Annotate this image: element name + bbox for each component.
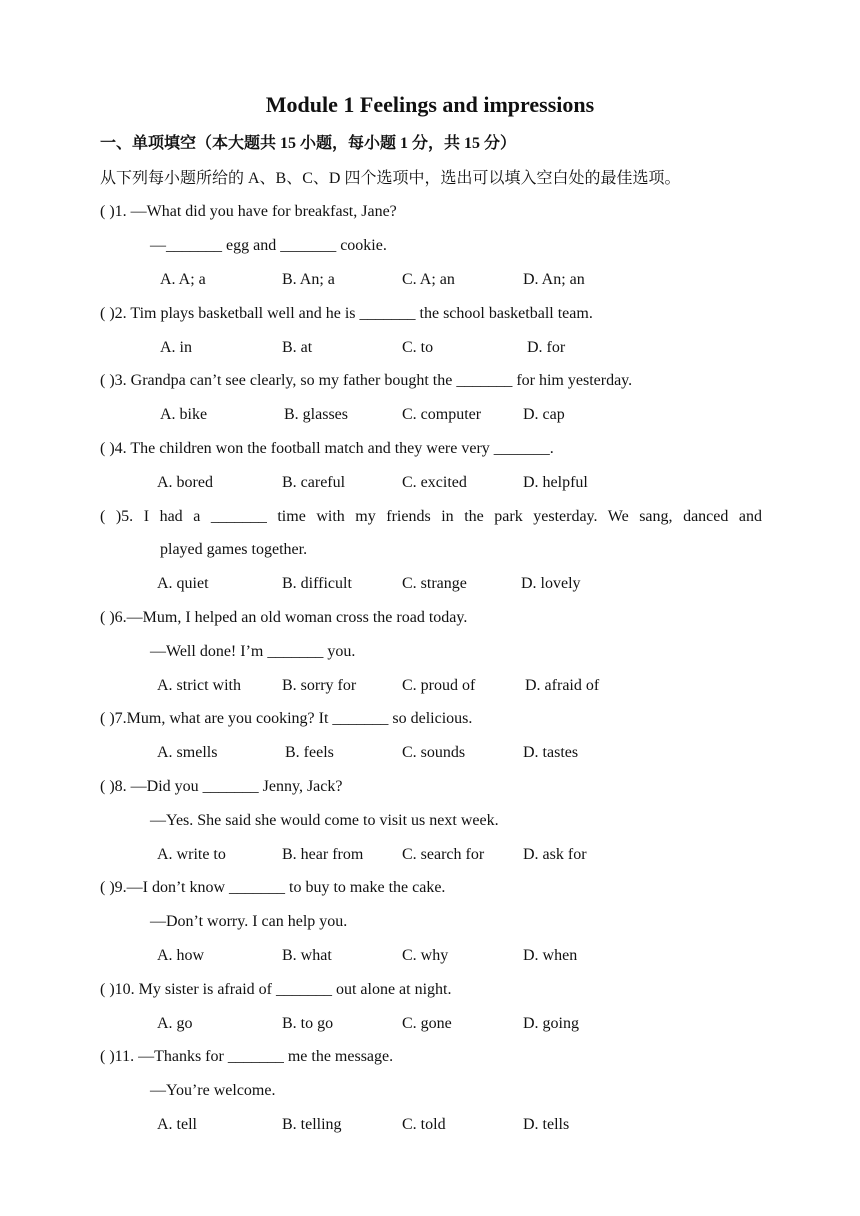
question-8-reply: —Yes. She said she would come to visit us next week. [150, 812, 499, 829]
option-c: C. strange [402, 575, 467, 592]
question-1-reply: —_______ egg and _______ cookie. [150, 237, 387, 254]
option-a: A. quiet [157, 575, 209, 592]
question-11-reply: —You’re welcome. [150, 1082, 276, 1099]
option-c: C. computer [402, 406, 482, 423]
page-title: Module 1 Feelings and impressions [265, 92, 595, 117]
question-7-stem: ( )7.Mum, what are you cooking? It _______ so delicious. [100, 710, 473, 727]
option-c: C. to [402, 339, 434, 356]
option-d: D. for [527, 339, 566, 356]
section-heading: 一、单项填空（本大题共 15 小题，每小题 1 分，共 15 分） [100, 135, 517, 152]
option-a: A. go [157, 1015, 193, 1032]
option-b: B. difficult [282, 575, 352, 592]
option-b: B. at [282, 339, 313, 356]
option-c: C. told [402, 1116, 446, 1133]
question-7-options [0, 742, 860, 764]
option-a: A. how [157, 947, 205, 964]
option-c: C. excited [402, 474, 467, 491]
option-b: B. feels [285, 744, 334, 761]
question-8-options [0, 844, 860, 866]
option-c: C. why [402, 947, 449, 964]
option-c: C. proud of [402, 677, 476, 694]
option-a: A. smells [157, 744, 218, 761]
question-9-stem: ( )9.—I don’t know _______ to buy to make the cake. [100, 879, 446, 896]
question-9-options [0, 945, 860, 967]
question-2-stem: ( )2. Tim plays basketball well and he is _______ the school basketball team. [100, 305, 593, 322]
question-4-stem: ( )4. The children won the football match and they were very _______. [100, 440, 554, 457]
option-d: D. going [523, 1015, 579, 1032]
question-11-options [0, 1114, 860, 1136]
option-d: D. tastes [523, 744, 579, 761]
option-b: B. An; a [282, 271, 335, 288]
option-a: A. strict with [157, 677, 241, 694]
option-b: B. careful [282, 474, 346, 491]
option-a: A. write to [157, 846, 226, 863]
question-6-reply: —Well done! I’m _______ you. [150, 643, 356, 660]
question-11-stem: ( )11. —Thanks for _______ me the message. [100, 1048, 394, 1065]
option-c: C. gone [402, 1015, 452, 1032]
option-b: B. glasses [284, 406, 348, 423]
question-5-options [0, 573, 860, 595]
option-b: B. to go [282, 1015, 334, 1032]
option-a: A. bored [157, 474, 213, 491]
question-5 [100, 506, 762, 558]
option-b: B. hear from [282, 846, 364, 863]
question-3-options [0, 404, 860, 426]
question-3-stem: ( )3. Grandpa can’t see clearly, so my father bought the _______ for him yesterday. [100, 372, 633, 389]
option-d: D. cap [523, 406, 565, 423]
question-10-options [0, 1013, 860, 1035]
question-5-stem: ( )5. I had a _______ time with my friends in the park yesterday. We sang, danced and [100, 508, 762, 525]
option-a: A. tell [157, 1116, 197, 1133]
question-1-options [0, 269, 860, 291]
question-2-options [0, 337, 860, 359]
option-d: D. An; an [523, 271, 585, 288]
option-d: D. afraid of [525, 677, 600, 694]
instruction-text: 从下列每小题所给的 A、B、C、D 四个选项中，选出可以填入空白处的最佳选项。 [100, 170, 681, 187]
question-1-stem: ( )1. —What did you have for breakfast, Jane? [100, 203, 397, 220]
option-a: A. bike [160, 406, 208, 423]
option-c: C. A; an [402, 271, 455, 288]
question-10-stem: ( )10. My sister is afraid of _______ out alone at night. [100, 981, 452, 998]
option-a: A. in [160, 339, 192, 356]
option-d: D. tells [523, 1116, 570, 1133]
question-4-options [0, 472, 860, 494]
question-8-stem: ( )8. —Did you _______ Jenny, Jack? [100, 778, 343, 795]
option-d: D. when [523, 947, 578, 964]
question-5-stem-continued: played games together. [160, 541, 308, 558]
question-9-reply: —Don’t worry. I can help you. [150, 913, 348, 930]
option-c: C. search for [402, 846, 485, 863]
option-c: C. sounds [402, 744, 466, 761]
option-b: B. telling [282, 1116, 342, 1133]
question-6-options [0, 675, 860, 697]
option-d: D. lovely [521, 575, 581, 592]
question-6-stem: ( )6.—Mum, I helped an old woman cross the road today. [100, 609, 468, 626]
option-d: D. ask for [523, 846, 587, 863]
option-a: A. A; a [160, 271, 206, 288]
option-d: D. helpful [523, 474, 588, 491]
option-b: B. sorry for [282, 677, 357, 694]
option-b: B. what [282, 947, 332, 964]
